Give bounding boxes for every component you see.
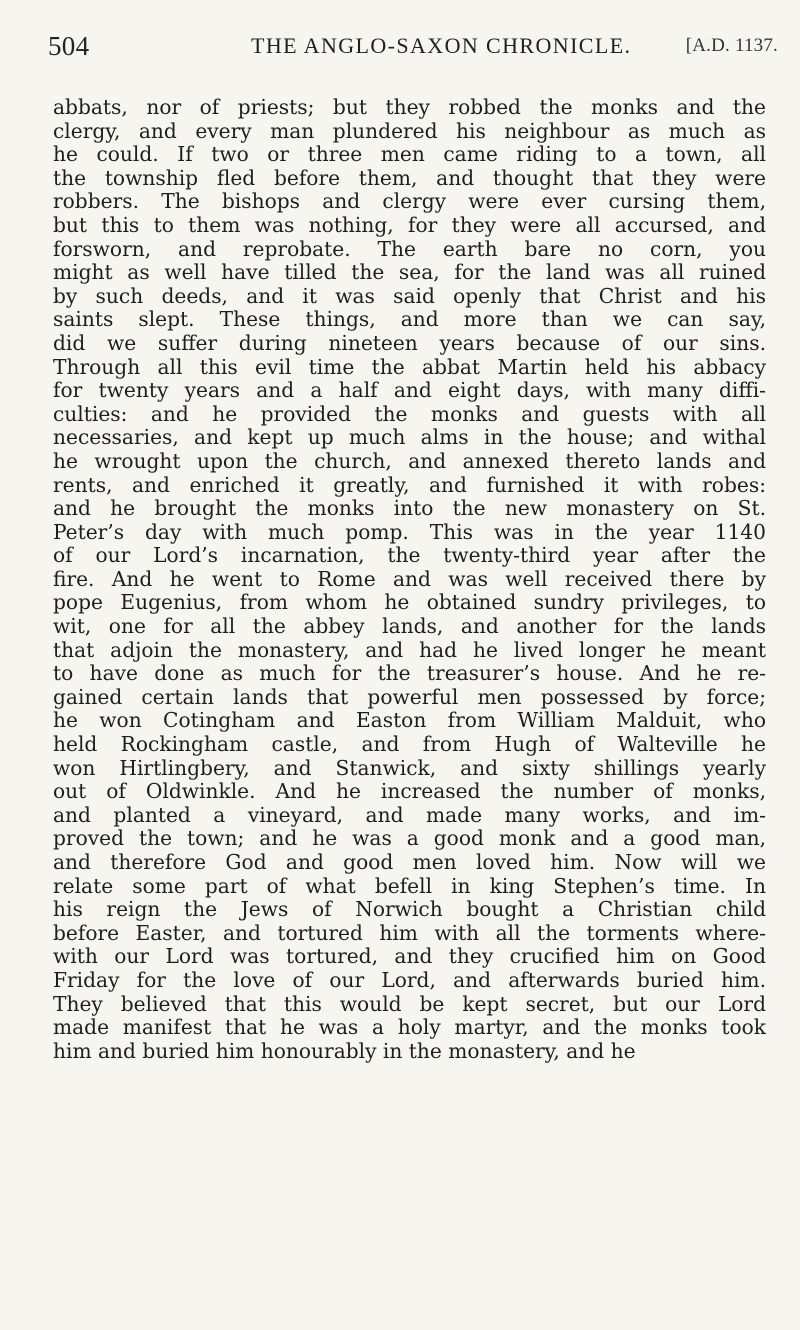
- text-line: and he brought the monks into the new monastery on St.: [53, 497, 766, 521]
- text-line: held Rockingham castle, and from Hugh of Walteville he: [53, 733, 766, 757]
- text-line: culties: and he provided the monks and guests with all: [53, 402, 766, 426]
- text-line: Peter’s day with much pomp. This was in the year 1140: [53, 520, 766, 544]
- text-line: clergy, and every man plundered his neighbour as much as: [53, 119, 766, 143]
- text-line: Friday for the love of our Lord, and afterwards buried him.: [53, 968, 766, 992]
- text-line: with our Lord was tortured, and they crucified him on Good: [53, 945, 766, 969]
- text-line: and planted a vineyard, and made many works, and im-: [53, 803, 766, 827]
- text-line: Through all this evil time the abbat Martin held his abbacy: [53, 355, 766, 379]
- text-line: he could. If two or three men came riding to a town, all: [53, 143, 766, 167]
- text-line: him and buried him honourably in the monastery, and he: [53, 1039, 636, 1063]
- text-line: proved the town; and he was a good monk and a good man,: [53, 827, 766, 851]
- text-line: and therefore God and good men loved him. Now will we: [53, 851, 766, 874]
- text-line: rents, and enriched it greatly, and furnished it with robes:: [53, 473, 766, 497]
- text-line: before Easter, and tortured him with all the torments where-: [53, 921, 766, 945]
- body-text: [53, 96, 766, 1063]
- running-title: THE ANGLO-SAXON CHRONICLE.: [251, 33, 632, 58]
- text-line: of our Lord’s incarnation, the twenty-third year after the: [53, 544, 766, 568]
- text-line: made manifest that he was a holy martyr, and the monks took: [53, 1016, 766, 1040]
- text-line: gained certain lands that powerful men possessed by force;: [53, 685, 766, 709]
- text-line: his reign the Jews of Norwich bought a Christian child: [53, 898, 766, 922]
- text-line: necessaries, and kept up much alms in the house; and withal: [53, 426, 766, 450]
- text-line: to have done as much for the treasurer’s house. And he re-: [53, 662, 766, 686]
- text-line: wit, one for all the abbey lands, and another for the lands: [53, 615, 766, 639]
- year-reference: [A.D. 1137.: [685, 35, 778, 56]
- running-head: [48, 28, 778, 64]
- text-line: for twenty years and a half and eight days, with many diffi-: [53, 379, 766, 403]
- text-line: abbats, nor of priests; but they robbed the monks and the: [53, 96, 766, 119]
- text-line: relate some part of what befell in king Stephen’s time. In: [53, 874, 766, 898]
- text-line: won Hirtlingbery, and Stanwick, and sixty shillings yearly: [53, 756, 766, 780]
- page-number: 504: [48, 31, 90, 61]
- text-line: They believed that this would be kept secret, but our Lord: [53, 992, 766, 1016]
- text-line: fire. And he went to Rome and was well received there by: [53, 567, 766, 591]
- text-line: out of Oldwinkle. And he increased the number of monks,: [53, 780, 766, 804]
- text-line: forsworn, and reprobate. The earth bare no corn, you: [53, 237, 766, 261]
- text-line: did we suffer during nineteen years because of our sins.: [53, 331, 766, 355]
- text-line: robbers. The bishops and clergy were ever cursing them,: [53, 190, 766, 214]
- text-line: saints slept. These things, and more than we can say,: [53, 308, 766, 332]
- text-line: but this to them was nothing, for they were all accursed, and: [53, 213, 766, 237]
- text-line: he wrought upon the church, and annexed thereto lands and: [53, 449, 766, 473]
- text-line: might as well have tilled the sea, for the land was all ruined: [53, 261, 766, 285]
- text-line: by such deeds, and it was said openly that Christ and his: [53, 284, 766, 308]
- text-line: pope Eugenius, from whom he obtained sundry privileges, to: [53, 591, 766, 615]
- text-line: the township fled before them, and thought that they were: [53, 166, 766, 190]
- text-line: that adjoin the monastery, and had he lived longer he meant: [53, 638, 766, 662]
- text-line: he won Cotingham and Easton from William Malduit, who: [53, 709, 766, 733]
